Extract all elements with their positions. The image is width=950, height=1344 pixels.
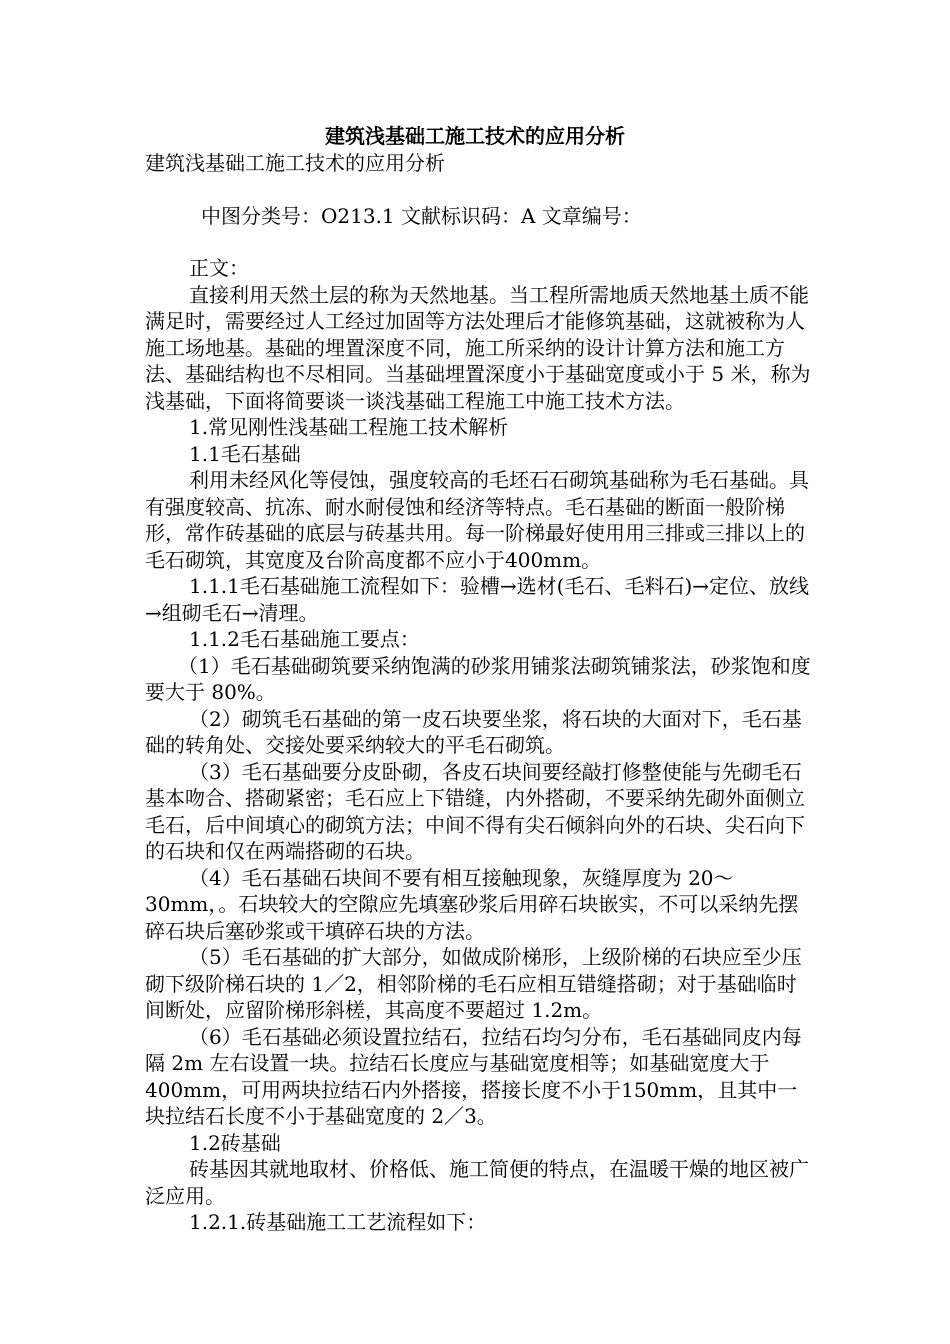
paragraph: 砖基因其就地取材、价格低、施工简便的特点，在温暖干燥的地区被广泛应用。 (145, 1157, 809, 1208)
paragraph: 利用未经风化等侵蚀，强度较高的毛坯石石砌筑基础称为毛石基础。具有强度较高、抗冻、耐水耐侵蚀和经济等特点。毛石基础的断面一般阶梯形，常作砖基础的底层与砖基共用。每一阶梯最好使用用三排或三排以上的毛石砌筑，其宽度及台阶高度都不应小于400mm。 (145, 468, 809, 572)
list-item: （2）砌筑毛石基础的第一皮石块要坐浆，将石块的大面对下，毛石基础的转角处、交接处要采纳较大的平毛石砌筑。 (145, 706, 802, 757)
classification-line: 中图分类号：O213.1 文献标识码：A 文章编号： (201, 203, 642, 228)
list-item: （6）毛石基础必须设置拉结石，拉结石均匀分布，毛石基础同皮内每隔 2m 左右设置一块。拉结石长度应与基础宽度相等；如基础宽度大于400mm，可用两块拉结石内外搭接，搭接长度不小于150mm，且其中一块拉结石长度不小于基础宽度的 2／3。 (145, 1024, 802, 1128)
list-item: （5）毛石基础的扩大部分，如做成阶梯形，上级阶梯的石块应至少压砌下级阶梯石块的 1／2，相邻阶梯的毛石应相互错缝搭砌；对于基础临时间断处，应留阶梯形斜槎，其高度不要超过 1.2m。 (145, 945, 802, 1022)
section-heading: 1.2砖基础 (189, 1130, 281, 1155)
section-heading: 1.1毛石基础 (189, 441, 301, 466)
document-title: 建筑浅基础工施工技术的应用分析 (325, 124, 625, 148)
list-item: （1）毛石基础砌筑要采纳饱满的砂浆用铺浆法砌筑铺浆法，砂浆饱和度要大于 80%。 (145, 653, 811, 704)
section-heading: 1.常见刚性浅基础工程施工技术解析 (189, 415, 509, 439)
document-body (145, 150, 815, 1236)
section-heading: 1.2.1.砖基础施工工艺流程如下： (189, 1210, 487, 1234)
document-subtitle: 建筑浅基础工施工技术的应用分析 (145, 151, 445, 175)
paragraph: 1.1.1毛石基础施工流程如下：验槽→选材(毛石、毛料石)→定位、放线→组砌毛石→清理。 (145, 574, 810, 625)
list-item: （3）毛石基础要分皮卧砌，各皮石块间要经敲打修整使能与先砌毛石基本吻合、搭砌紧密；毛石应上下错缝，内外搭砌，不要采纳先砌外面侧立毛石，后中间填心的砌筑方法；中间不得有尖石倾斜向外的石块、尖石向下的石块和仅在两端搭砌的石块。 (145, 759, 805, 863)
section-heading: 1.1.2毛石基础施工要点： (189, 627, 420, 651)
body-label: 正文： (189, 256, 249, 280)
paragraph: 直接利用天然土层的称为天然地基。当工程所需地质天然地基土质不能满足时，需要经过人工经过加固等方法处理后才能修筑基础，这就被称为人施工场地基。基础的埋置深度不同，施工所采纳的设计计算方法和施工方法、基础结构也不尽相同。当基础埋置深度小于基础宽度或小于 5 米，称为浅基础，下面将简要谈一谈浅基础工程施工中施工技术方法。 (145, 282, 811, 413)
list-item: （4）毛石基础石块间不要有相互接触现象，灰缝厚度为 20～30mm，。石块较大的空隙应先填塞砂浆后用碎石块嵌实，不可以采纳先摆碎石块后塞砂浆或干填碎石块的方法。 (145, 865, 799, 943)
